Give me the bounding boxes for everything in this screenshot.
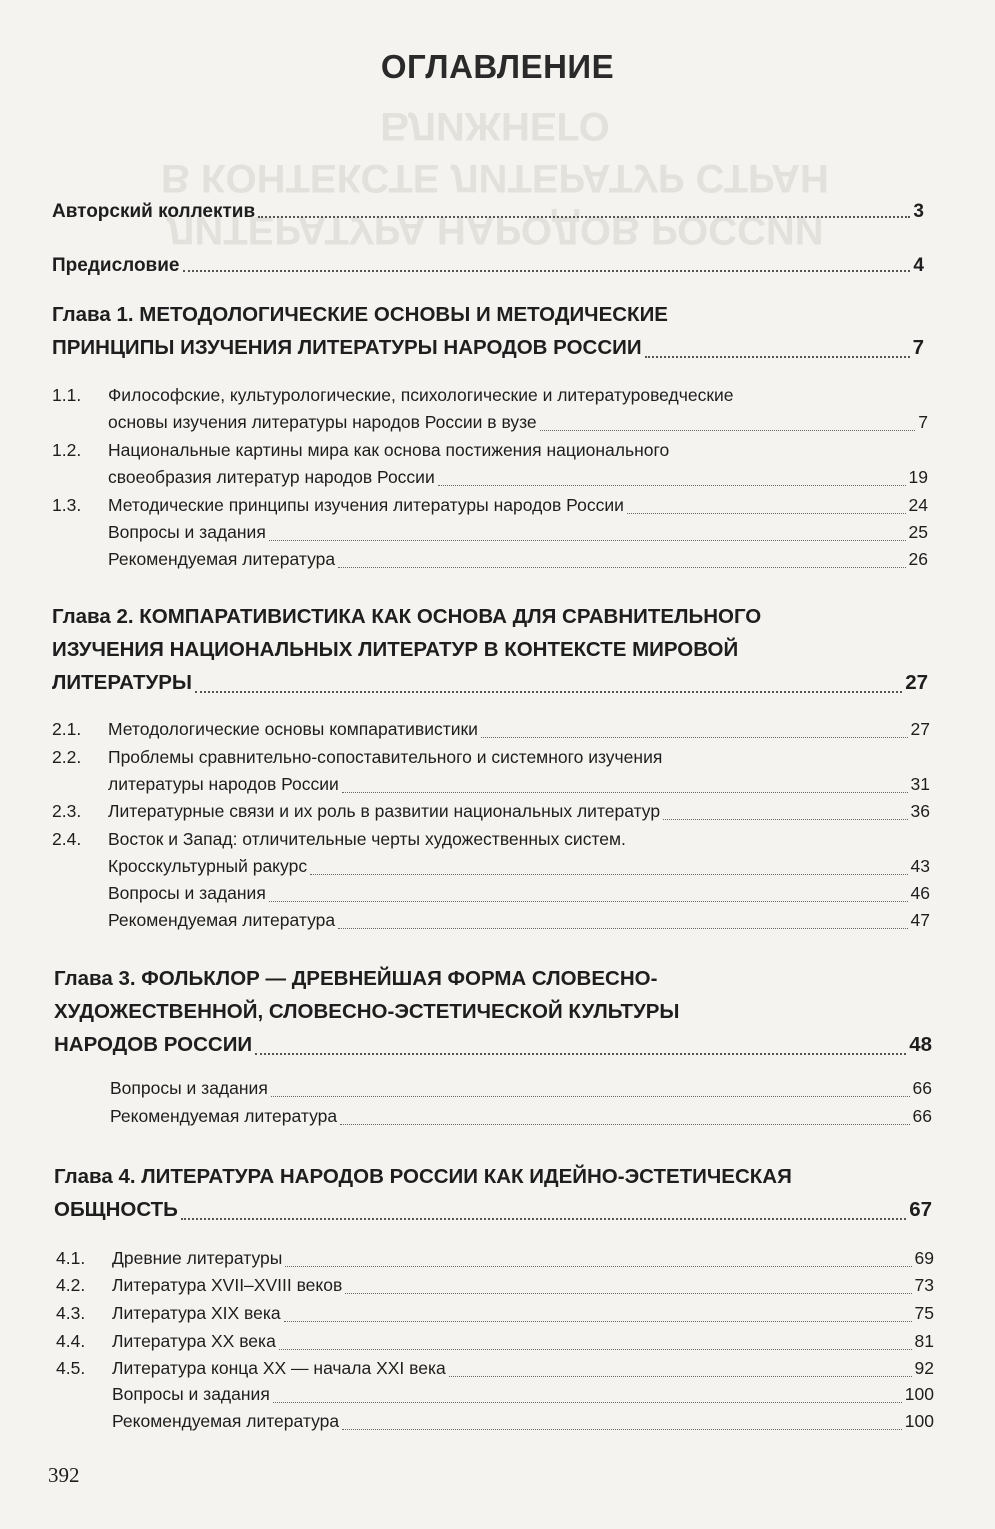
section-title-line: Методические принципы изучения литературы народов России (108, 495, 624, 515)
chapter-heading-3[interactable] (54, 962, 932, 1061)
section-page: 26 (908, 549, 928, 569)
chapter-title-line: Глава 3. ФОЛЬКЛОР — ДРЕВНЕЙШАЯ ФОРМА СЛОВЕСНО- (54, 967, 658, 990)
toc-entry-4-4[interactable] (112, 1328, 934, 1355)
section-page: 19 (908, 467, 928, 487)
section-number: 2.3. (52, 801, 82, 821)
chapter-title-line: ХУДОЖЕСТВЕННОЙ, СЛОВЕСНО-ЭСТЕТИЧЕСКОЙ КУЛЬТУРЫ (54, 1000, 680, 1023)
section-number: 2.1. (52, 719, 82, 739)
bleed-through-line: В КОНТЕКСТЕ ЛИТЕРАТУР СТРАН БЛИЖНЕГО (161, 104, 829, 200)
toc-entry-2-questions[interactable] (108, 880, 930, 907)
toc-entry-2-2[interactable] (108, 771, 930, 798)
toc-entry-1-literature[interactable] (108, 546, 928, 573)
section-title-line: Рекомендуемая литература (110, 1106, 338, 1126)
dot-leader (269, 901, 908, 902)
toc-entry-1-1[interactable] (108, 409, 928, 436)
section-page: 69 (914, 1248, 934, 1268)
page-number: 392 (48, 1463, 80, 1487)
toc-entry-4-5[interactable] (112, 1355, 934, 1382)
section-page: 7 (918, 412, 928, 432)
section-title-line: Древние литературы (112, 1248, 283, 1268)
section-number: 2.4. (52, 829, 82, 849)
chapter-title-line: Глава 1. МЕТОДОЛОГИЧЕСКИЕ ОСНОВЫ И МЕТОДИЧЕСКИЕ (52, 303, 668, 326)
dot-leader (338, 928, 907, 929)
section-page: 66 (912, 1106, 932, 1126)
section-title-line: Философские, культурологические, психологические и литературоведческие (108, 385, 734, 405)
toc-entry-1-2[interactable] (108, 464, 928, 491)
dot-leader (279, 1349, 912, 1350)
dot-leader (183, 270, 911, 272)
section-number: 4.5. (56, 1358, 86, 1378)
section-title-line: Рекомендуемая литература (108, 910, 336, 930)
toc-entry-preface[interactable] (52, 254, 924, 278)
section-title-line: своеобразия литератур народов России (108, 467, 435, 487)
dot-leader (258, 216, 910, 218)
section-number: 4.3. (56, 1303, 86, 1323)
section-title-line: Восток и Запад: отличительные черты художественных систем. (108, 829, 626, 849)
section-title-line: Национальные картины мира как основа постижения национального (108, 440, 670, 460)
section-title-line: Вопросы и задания (112, 1384, 270, 1404)
section-title-line: Проблемы сравнительно-сопоставительного и системного изучения (108, 747, 663, 767)
toc-entry-1-questions[interactable] (108, 519, 928, 546)
toc-entry-3-literature[interactable] (110, 1103, 932, 1130)
section-page: 81 (914, 1331, 934, 1351)
chapter-page: 67 (909, 1198, 932, 1221)
section-page: 47 (910, 910, 930, 930)
section-page: 43 (910, 856, 930, 876)
toc-entry-1-3[interactable] (108, 492, 928, 519)
section-title-line: Кросскультурный ракурс (108, 856, 308, 876)
dot-leader (273, 1402, 902, 1403)
chapter-title-line: ЛИТЕРАТУРЫ (52, 671, 192, 694)
section-number: 1.2. (52, 440, 82, 460)
dot-leader (438, 485, 906, 486)
chapter-title-line: Глава 4. ЛИТЕРАТУРА НАРОДОВ РОССИИ КАК ИДЕЙНО-ЭСТЕТИЧЕСКАЯ (54, 1165, 792, 1188)
bleed-through-line: ЛИТЕРАТУРА НАРОДОВ РОССИИ (166, 208, 824, 252)
section-number: 1.1. (52, 385, 82, 405)
section-page: 24 (908, 495, 928, 515)
entry-label: Авторский коллектив (52, 201, 256, 222)
page-title: ОГЛАВЛЕНИЕ (380, 48, 615, 85)
chapter-page: 48 (909, 1033, 932, 1056)
section-title-line: Вопросы и задания (108, 883, 266, 903)
section-number: 4.1. (56, 1248, 86, 1268)
toc-entry-3-questions[interactable] (110, 1075, 932, 1102)
dot-leader (342, 792, 908, 793)
section-page: 27 (910, 719, 930, 739)
toc-entry-2-4[interactable] (108, 853, 930, 880)
section-page: 100 (904, 1411, 934, 1431)
toc-entry-2-literature[interactable] (108, 907, 930, 934)
dot-leader (284, 1321, 912, 1322)
section-page: 73 (914, 1275, 934, 1295)
toc-entry-2-3[interactable] (108, 798, 930, 825)
chapter-title-line: Глава 2. КОМПАРАТИВИСТИКА КАК ОСНОВА ДЛЯ СРАВНИТЕЛЬНОГО (52, 605, 762, 628)
dot-leader (340, 1124, 909, 1125)
section-title-line: Рекомендуемая литература (108, 549, 336, 569)
section-page: 75 (914, 1303, 934, 1323)
section-title-line: Литература XVII–XVIII веков (112, 1275, 343, 1295)
section-title-line: Литературные связи и их роль в развитии национальных литератур (108, 801, 661, 821)
chapter-heading-2[interactable] (52, 600, 928, 699)
dot-leader (345, 1293, 911, 1294)
chapter-heading-4[interactable] (54, 1160, 932, 1226)
dot-leader (627, 513, 906, 514)
entry-page: 4 (913, 255, 924, 276)
chapter-page: 7 (912, 336, 924, 359)
dot-leader (255, 1053, 906, 1055)
dot-leader (269, 540, 906, 541)
dot-leader (645, 356, 910, 358)
section-title-line: основы изучения литературы народов России в вузе (108, 412, 537, 432)
dot-leader (310, 874, 907, 875)
entry-page: 3 (913, 201, 924, 222)
dot-leader (663, 819, 907, 820)
section-page: 31 (910, 774, 930, 794)
section-title-line: Литература конца XX — начала XXI века (112, 1358, 446, 1378)
chapter-heading-1[interactable] (52, 298, 924, 364)
section-title-line: Литература XX века (112, 1331, 276, 1351)
section-title-line: Методологические основы компаративистики (108, 719, 478, 739)
section-title-line: Литература XIX века (112, 1303, 281, 1323)
toc-entry-4-3[interactable] (112, 1300, 934, 1327)
dot-leader (540, 430, 916, 431)
section-number: 4.4. (56, 1331, 86, 1351)
section-page: 100 (904, 1384, 934, 1404)
dot-leader (285, 1266, 911, 1267)
chapter-title-line: ПРИНЦИПЫ ИЗУЧЕНИЯ ЛИТЕРАТУРЫ НАРОДОВ РОССИИ (52, 336, 642, 359)
section-page: 46 (910, 883, 930, 903)
bleed-through (80, 100, 910, 256)
section-page: 25 (908, 522, 928, 542)
chapter-title-line: ОБЩНОСТЬ (54, 1198, 178, 1221)
toc-entry-4-literature[interactable] (112, 1408, 934, 1435)
toc-entry-authors[interactable] (52, 200, 924, 224)
section-number: 4.2. (56, 1275, 86, 1295)
section-page: 66 (912, 1078, 932, 1098)
section-number: 2.2. (52, 747, 82, 767)
toc-entry-4-1[interactable] (112, 1245, 934, 1272)
dot-leader (271, 1096, 910, 1097)
dot-leader (195, 691, 902, 693)
entry-label: Предисловие (52, 255, 180, 276)
section-page: 92 (914, 1358, 934, 1378)
section-title-line: литературы народов России (108, 774, 339, 794)
dot-leader (181, 1218, 906, 1220)
section-title-line: Вопросы и задания (108, 522, 266, 542)
section-title-line: Рекомендуемая литература (112, 1411, 340, 1431)
section-number: 1.3. (52, 495, 82, 515)
dot-leader (342, 1429, 902, 1430)
chapter-page: 27 (905, 671, 928, 694)
dot-leader (449, 1376, 912, 1377)
dot-leader (481, 737, 908, 738)
section-title-line: Вопросы и задания (110, 1078, 268, 1098)
toc-entry-2-1[interactable] (108, 716, 930, 743)
toc-entry-4-questions[interactable] (112, 1381, 934, 1408)
toc-entry-4-2[interactable] (112, 1272, 934, 1299)
dot-leader (338, 567, 905, 568)
chapter-title-line: ИЗУЧЕНИЯ НАЦИОНАЛЬНЫХ ЛИТЕРАТУР В КОНТЕКСТЕ МИРОВОЙ (52, 638, 739, 661)
section-page: 36 (910, 801, 930, 821)
chapter-title-line: НАРОДОВ РОССИИ (54, 1033, 253, 1056)
